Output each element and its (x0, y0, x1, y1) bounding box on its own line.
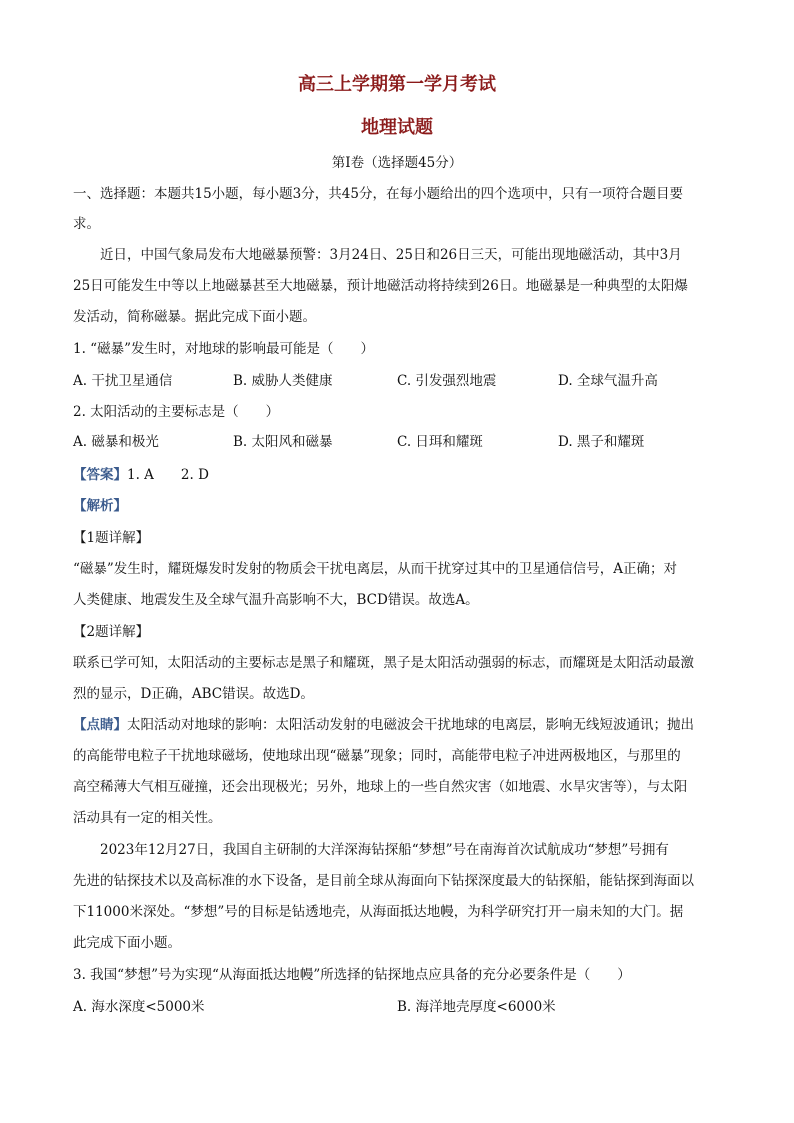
passage1-line: 近日，中国气象局发布大地磁暴预警：3月24日、25日和26日三天，可能出现地磁活动，其中3月 (100, 247, 682, 263)
passage2-line: 先进的钻探技术以及高标准的水下设备，是目前全球从海面向下钻探深度最大的钻探船，能钻探到海面以 (73, 873, 694, 889)
exam-title: 高三上学期第一学月考试 (298, 74, 496, 95)
section-instruction-cont: 求。 (73, 216, 100, 232)
passage1-line: 25日可能发生中等以上地磁暴甚至大地磁暴，预计地磁活动将持续到26日。地磁暴是一种典型的太阳爆 (73, 278, 688, 294)
passage1-line: 发活动，简称磁暴。据此完成下面小题。 (73, 309, 316, 325)
question-1-stem: 1. “磁暴”发生时，对地球的影响最可能是（ ） (73, 341, 374, 357)
tip-line: 活动具有一定的相关性。 (73, 810, 222, 826)
answer-line (73, 463, 209, 483)
q2-option-b: B. 太阳风和磁暴 (233, 434, 333, 450)
q1-option-c: C. 引发强烈地震 (397, 373, 497, 389)
q2-detail-line: 联系已学可知，太阳活动的主要标志是黑子和耀斑，黑子是太阳活动强弱的标志，而耀斑是太阳活动最激 (73, 655, 694, 671)
question-2-stem: 2. 太阳活动的主要标志是（ ） (73, 404, 280, 420)
passage2-line: 此完成下面小题。 (73, 935, 181, 951)
tip-text: 太阳活动对地球的影响：太阳活动发射的电磁波会干扰地球的电离层，影响无线短波通讯；抛出 (127, 717, 694, 733)
q1-detail-title: 【1题详解】 (73, 530, 150, 546)
passage2-line: 2023年12月27日，我国自主研制的大洋深海钻探船“梦想”号在南海首次试航成功“梦想”号拥有 (100, 842, 669, 858)
q2-detail-line: 烈的显示，D正确，ABC错误。故选D。 (73, 686, 314, 702)
analysis-tag: 【解析】 (73, 498, 127, 514)
q1-detail-line: 人类健康、地震发生及全球气温升高影响不大，BCD错误。故选A。 (73, 592, 479, 608)
tip-line: 高空稀薄大气相互碰撞，还会出现极光；另外，地球上的一些自然灾害（如地震、水旱灾害等），与太阳 (73, 779, 688, 795)
q2-option-c: C. 日珥和耀斑 (397, 434, 483, 450)
q2-detail-title: 【2题详解】 (73, 624, 150, 640)
passage2-line: 下11000米深处。“梦想”号的目标是钻透地壳，从海面抵达地幔，为科学研究打开一扇未知的大门。据 (73, 904, 684, 920)
question-3-stem: 3. 我国“梦想”号为实现“从海面抵达地幔”所选择的钻探地点应具备的充分必要条件是（ ） (73, 967, 631, 983)
q1-detail-line: “磁暴”发生时，耀斑爆发时发射的物质会干扰电离层，从而干扰穿过其中的卫星通信信号，A正确；对 (73, 561, 678, 577)
q2-option-d: D. 黑子和耀斑 (558, 434, 645, 450)
tip-tag: 【点睛】 (73, 717, 127, 733)
q2-option-a: A. 磁暴和极光 (73, 434, 159, 450)
q1-option-b: B. 威胁人类健康 (233, 373, 333, 389)
q3-option-b: B. 海洋地壳厚度<6000米 (397, 999, 556, 1015)
q1-option-d: D. 全球气温升高 (558, 373, 658, 389)
answer-tag: 【答案】 (73, 467, 127, 483)
subject-title: 地理试题 (361, 117, 433, 138)
section-instruction: 一、选择题：本题共15小题，每小题3分，共45分，在每小题给出的四个选项中，只有一项符合题目要 (73, 186, 683, 202)
tip-line (73, 713, 694, 733)
volume-heading: 第Ⅰ卷（选择题45分） (331, 155, 463, 171)
tip-line: 的高能带电粒子干扰地球磁场，使地球出现“磁暴”现象；同时，高能带电粒子冲进两极地区，与那里的 (73, 748, 681, 764)
q1-option-a: A. 干扰卫星通信 (73, 373, 173, 389)
q3-option-a: A. 海水深度<5000米 (73, 999, 205, 1015)
answer-text: 1. A 2. D (127, 467, 209, 483)
